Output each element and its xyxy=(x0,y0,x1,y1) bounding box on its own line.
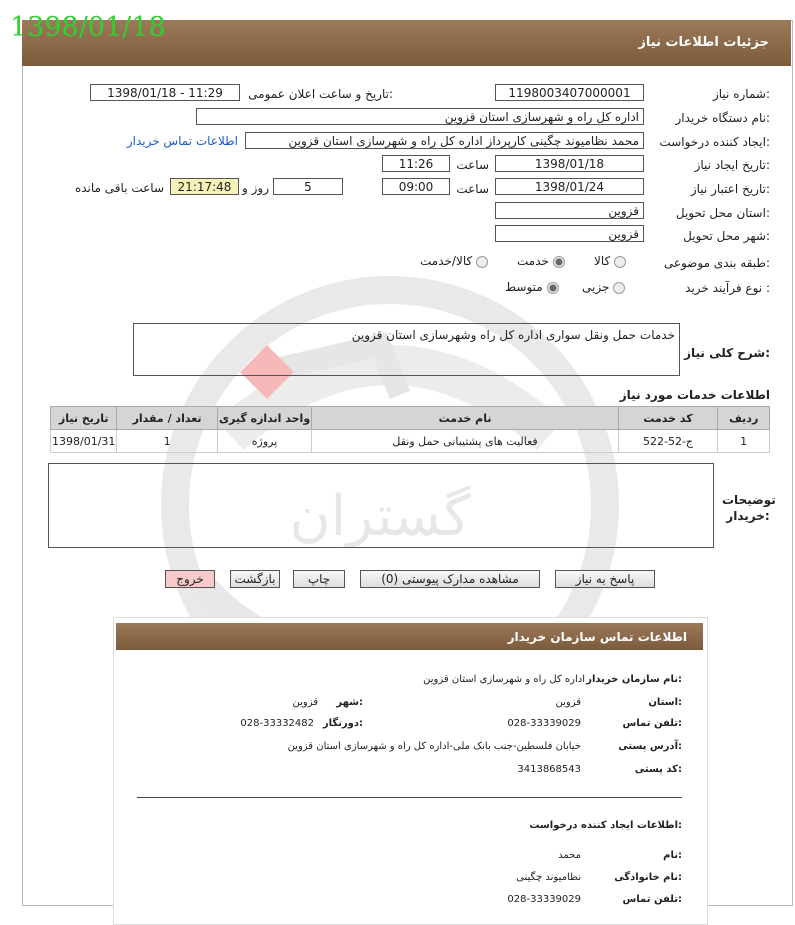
announce-label: تاریخ و ساعت اعلان عمومی: xyxy=(248,87,393,101)
contact-org-value: اداره کل راه و شهرسازی استان قزوین xyxy=(423,674,585,685)
category-label: طبقه بندی موضوعی: xyxy=(663,256,770,270)
category-service-text: خدمت xyxy=(517,254,549,268)
creator-phone-value: 028-33339029 xyxy=(507,894,581,905)
buyer-notes-box[interactable] xyxy=(48,463,714,548)
table-cell: 1398/01/31 xyxy=(51,430,117,453)
process-medium-radio[interactable] xyxy=(547,282,559,294)
announce-field: 1398/01/18 - 11:29 xyxy=(90,84,240,101)
category-both-radio[interactable] xyxy=(476,256,488,268)
category-goods-option[interactable] xyxy=(594,254,626,268)
buyer-contact-link[interactable]: اطلاعات تماس خریدار xyxy=(126,134,238,148)
contact-title: اطلاعات تماس سازمان خریدار xyxy=(507,630,687,644)
summary-label: شرح کلی نیاز: xyxy=(684,346,770,360)
table-header: ردیف xyxy=(718,407,770,430)
contact-org-label: نام سازمان خریدار: xyxy=(586,674,682,685)
category-goods-text: کالا xyxy=(594,254,611,268)
contact-city-label: شهر: xyxy=(336,697,363,708)
contact-province-value: قزوین xyxy=(555,697,581,708)
city-label: شهر محل تحویل: xyxy=(683,229,770,243)
province-field: قزوین xyxy=(495,202,644,219)
valid-time-field: 09:00 xyxy=(382,178,450,195)
category-service-radio[interactable] xyxy=(553,256,565,268)
contact-fax-value: 028-33332482 xyxy=(240,718,314,729)
city-field: قزوین xyxy=(495,225,644,242)
summary-text: خدمات حمل ونقل سواری اداره کل راه وشهرسازی استان قزوین xyxy=(351,328,675,342)
contact-postal-value: 3413868543 xyxy=(517,764,581,775)
table-header: تعداد / مقدار xyxy=(117,407,217,430)
category-both-text: کالا/خدمت xyxy=(420,254,473,268)
divider xyxy=(137,797,682,798)
services-title: اطلاعات خدمات مورد نیاز xyxy=(619,388,770,402)
creator-family-label: نام خانوادگی: xyxy=(614,872,682,883)
creator-family-value: نظامیوند چگینی xyxy=(516,872,581,883)
create-time-field: 11:26 xyxy=(382,155,450,172)
table-header-row xyxy=(51,407,770,430)
contact-phone-value: 028-33339029 xyxy=(507,718,581,729)
valid-date-field: 1398/01/24 xyxy=(495,178,644,195)
creator-field: محمد نظامیوند چگینی کارپرداز اداره کل راه و شهرسازی استان قزوین xyxy=(245,132,644,149)
table-cell: فعالیت های پشتیبانی حمل ونقل xyxy=(312,430,618,453)
contact-phone-label: تلفن تماس: xyxy=(622,718,682,729)
province-label: استان محل تحویل: xyxy=(675,206,770,220)
reply-button[interactable]: پاسخ به نیاز xyxy=(555,570,655,588)
create-time-label: ساعت xyxy=(456,158,489,172)
category-goods-radio[interactable] xyxy=(614,256,626,268)
create-date-field: 1398/01/18 xyxy=(495,155,644,172)
contact-city-value: قزوین xyxy=(292,697,318,708)
print-button[interactable]: چاپ xyxy=(293,570,345,588)
process-medium-option[interactable] xyxy=(505,280,559,294)
buyer-notes-label: توضیحات خریدار: xyxy=(722,493,776,523)
table-header: واحد اندازه گیری xyxy=(217,407,312,430)
category-both-option[interactable] xyxy=(420,254,488,268)
summary-box xyxy=(133,323,680,376)
need-number-field: 1198003407000001 xyxy=(495,84,644,101)
table-cell: 1 xyxy=(718,430,770,453)
creator-name-label: نام: xyxy=(663,850,682,861)
creator-section-title: اطلاعات ایجاد کننده درخواست: xyxy=(529,820,682,831)
buyer-org-field: اداره کل راه و شهرسازی استان قزوین xyxy=(196,108,644,125)
exit-button[interactable]: خروج xyxy=(165,570,215,588)
process-medium-text: متوسط xyxy=(505,280,543,294)
days-label: روز و xyxy=(242,181,269,195)
services-table xyxy=(50,406,770,453)
table-cell: پروژه xyxy=(217,430,312,453)
contact-province-label: استان: xyxy=(648,697,682,708)
page-title: جزئیات اطلاعات نیاز xyxy=(638,35,769,50)
process-partial-radio[interactable] xyxy=(613,282,625,294)
process-partial-option[interactable] xyxy=(582,280,625,294)
table-cell: ج-52-522 xyxy=(618,430,718,453)
contact-address-value: خیابان فلسطین-جنب بانک ملی-اداره کل راه و شهرسازی استان قزوین xyxy=(287,741,581,752)
valid-date-label: تاریخ اعتبار نیاز: xyxy=(690,182,770,196)
table-header: نام خدمت xyxy=(312,407,618,430)
creator-phone-label: تلفن تماس: xyxy=(622,894,682,905)
buyer-org-label: نام دستگاه خریدار: xyxy=(675,111,770,125)
back-button[interactable]: بازگشت xyxy=(230,570,280,588)
process-partial-text: جزیی xyxy=(582,280,610,294)
valid-time-label: ساعت xyxy=(456,182,489,196)
remaining-time-field: 21:17:48 xyxy=(170,178,239,195)
table-cell: 1 xyxy=(117,430,217,453)
category-service-option[interactable] xyxy=(517,254,565,268)
table-header: تاریخ نیاز xyxy=(51,407,117,430)
contact-address-label: آدرس پستی: xyxy=(618,741,682,752)
creator-label: ایجاد کننده درخواست: xyxy=(659,135,770,149)
process-label: نوع فرآیند خرید : xyxy=(685,281,770,295)
contact-postal-label: کد پستی: xyxy=(634,764,682,775)
remaining-label: ساعت باقی مانده xyxy=(74,181,164,195)
watermark-text: گستران xyxy=(289,484,471,549)
need-number-label: شماره نیاز: xyxy=(712,87,770,101)
contact-header xyxy=(116,623,703,650)
days-field: 5 xyxy=(273,178,343,195)
table-row xyxy=(51,430,770,453)
create-date-label: تاریخ ایجاد نیاز: xyxy=(694,158,770,172)
attachments-button[interactable]: مشاهده مدارک پیوستی (0) xyxy=(360,570,540,588)
date-stamp: 1398/01/18 xyxy=(10,12,166,43)
table-header: کد خدمت xyxy=(618,407,718,430)
creator-name-value: محمد xyxy=(558,850,581,861)
contact-fax-label: دورنگار: xyxy=(322,718,363,729)
